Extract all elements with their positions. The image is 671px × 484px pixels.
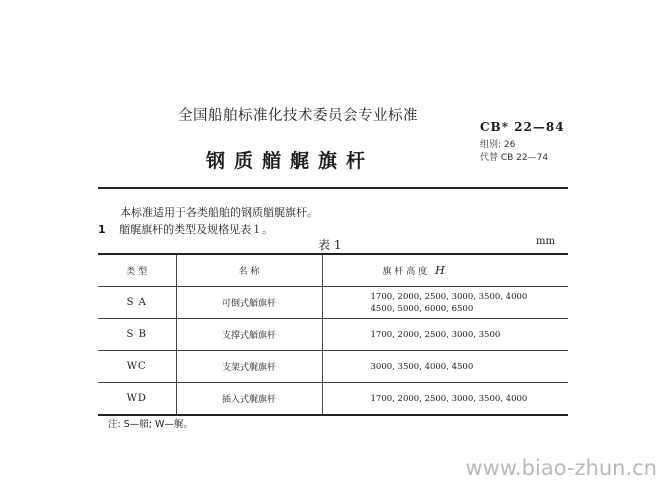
heights-line: 3000, 3500, 4000, 4500 (370, 361, 474, 372)
header-height-label: 旗 杆 高 度 (382, 267, 428, 277)
heights-line: 1700, 2000, 2500, 3000, 3500, 4000 (370, 291, 528, 302)
row-heights (322, 383, 568, 416)
heights-line: 1700, 2000, 2500, 3000, 3500, 4000 (370, 393, 528, 404)
scope-paragraph: 本标准适用于各类船舶的钢质艏艉旗杆。 (120, 206, 318, 219)
watermark: www.biao-zhun.cn (465, 456, 657, 480)
header-name: 名 称 (176, 254, 322, 287)
table-unit: mm (536, 236, 555, 247)
standard-code: CB* 22—84 (480, 120, 565, 134)
spec-table (98, 253, 568, 416)
row-heights (322, 351, 568, 383)
row-type: WD (126, 393, 147, 404)
replaces-label: 代替 CB 22—74 (480, 153, 549, 163)
header-height-symbol: H (435, 264, 445, 277)
header-height (322, 254, 568, 287)
table-row (98, 287, 568, 319)
table-title: 表 1 (318, 238, 342, 252)
row-type: WC (126, 361, 147, 372)
row-type: S A (126, 297, 147, 308)
row-name: 可倒式艏旗杆 (176, 287, 322, 319)
table-row (98, 351, 568, 383)
row-type: S B (126, 329, 147, 340)
row-name: 插入式艉旗杆 (176, 383, 322, 416)
table-row (98, 319, 568, 351)
table-row (98, 383, 568, 416)
row-heights (322, 287, 568, 319)
section-text: 艏艉旗杆的类型及规格见表１。 (119, 223, 274, 236)
row-name: 支架式艉旗杆 (176, 351, 322, 383)
title-divider (98, 187, 568, 189)
heights-line: 4500, 5000, 6000, 6500 (370, 303, 474, 314)
row-heights (322, 319, 568, 351)
table-header-row (98, 254, 568, 287)
organization-header: 全国船舶标准化技术委员会专业标准 (178, 108, 418, 124)
section-number: 1 (98, 223, 106, 236)
table-note: 注: S—艏; W—艉。 (108, 419, 193, 430)
row-name: 支撑式艏旗杆 (176, 319, 322, 351)
heights-line: 1700, 2000, 2500, 3000, 3500 (370, 329, 501, 340)
header-type: 类 型 (126, 267, 148, 277)
section-heading (98, 221, 273, 237)
group-label: 组别: 26 (480, 140, 516, 150)
document-title: 钢质艏艉旗杆 (206, 150, 375, 172)
